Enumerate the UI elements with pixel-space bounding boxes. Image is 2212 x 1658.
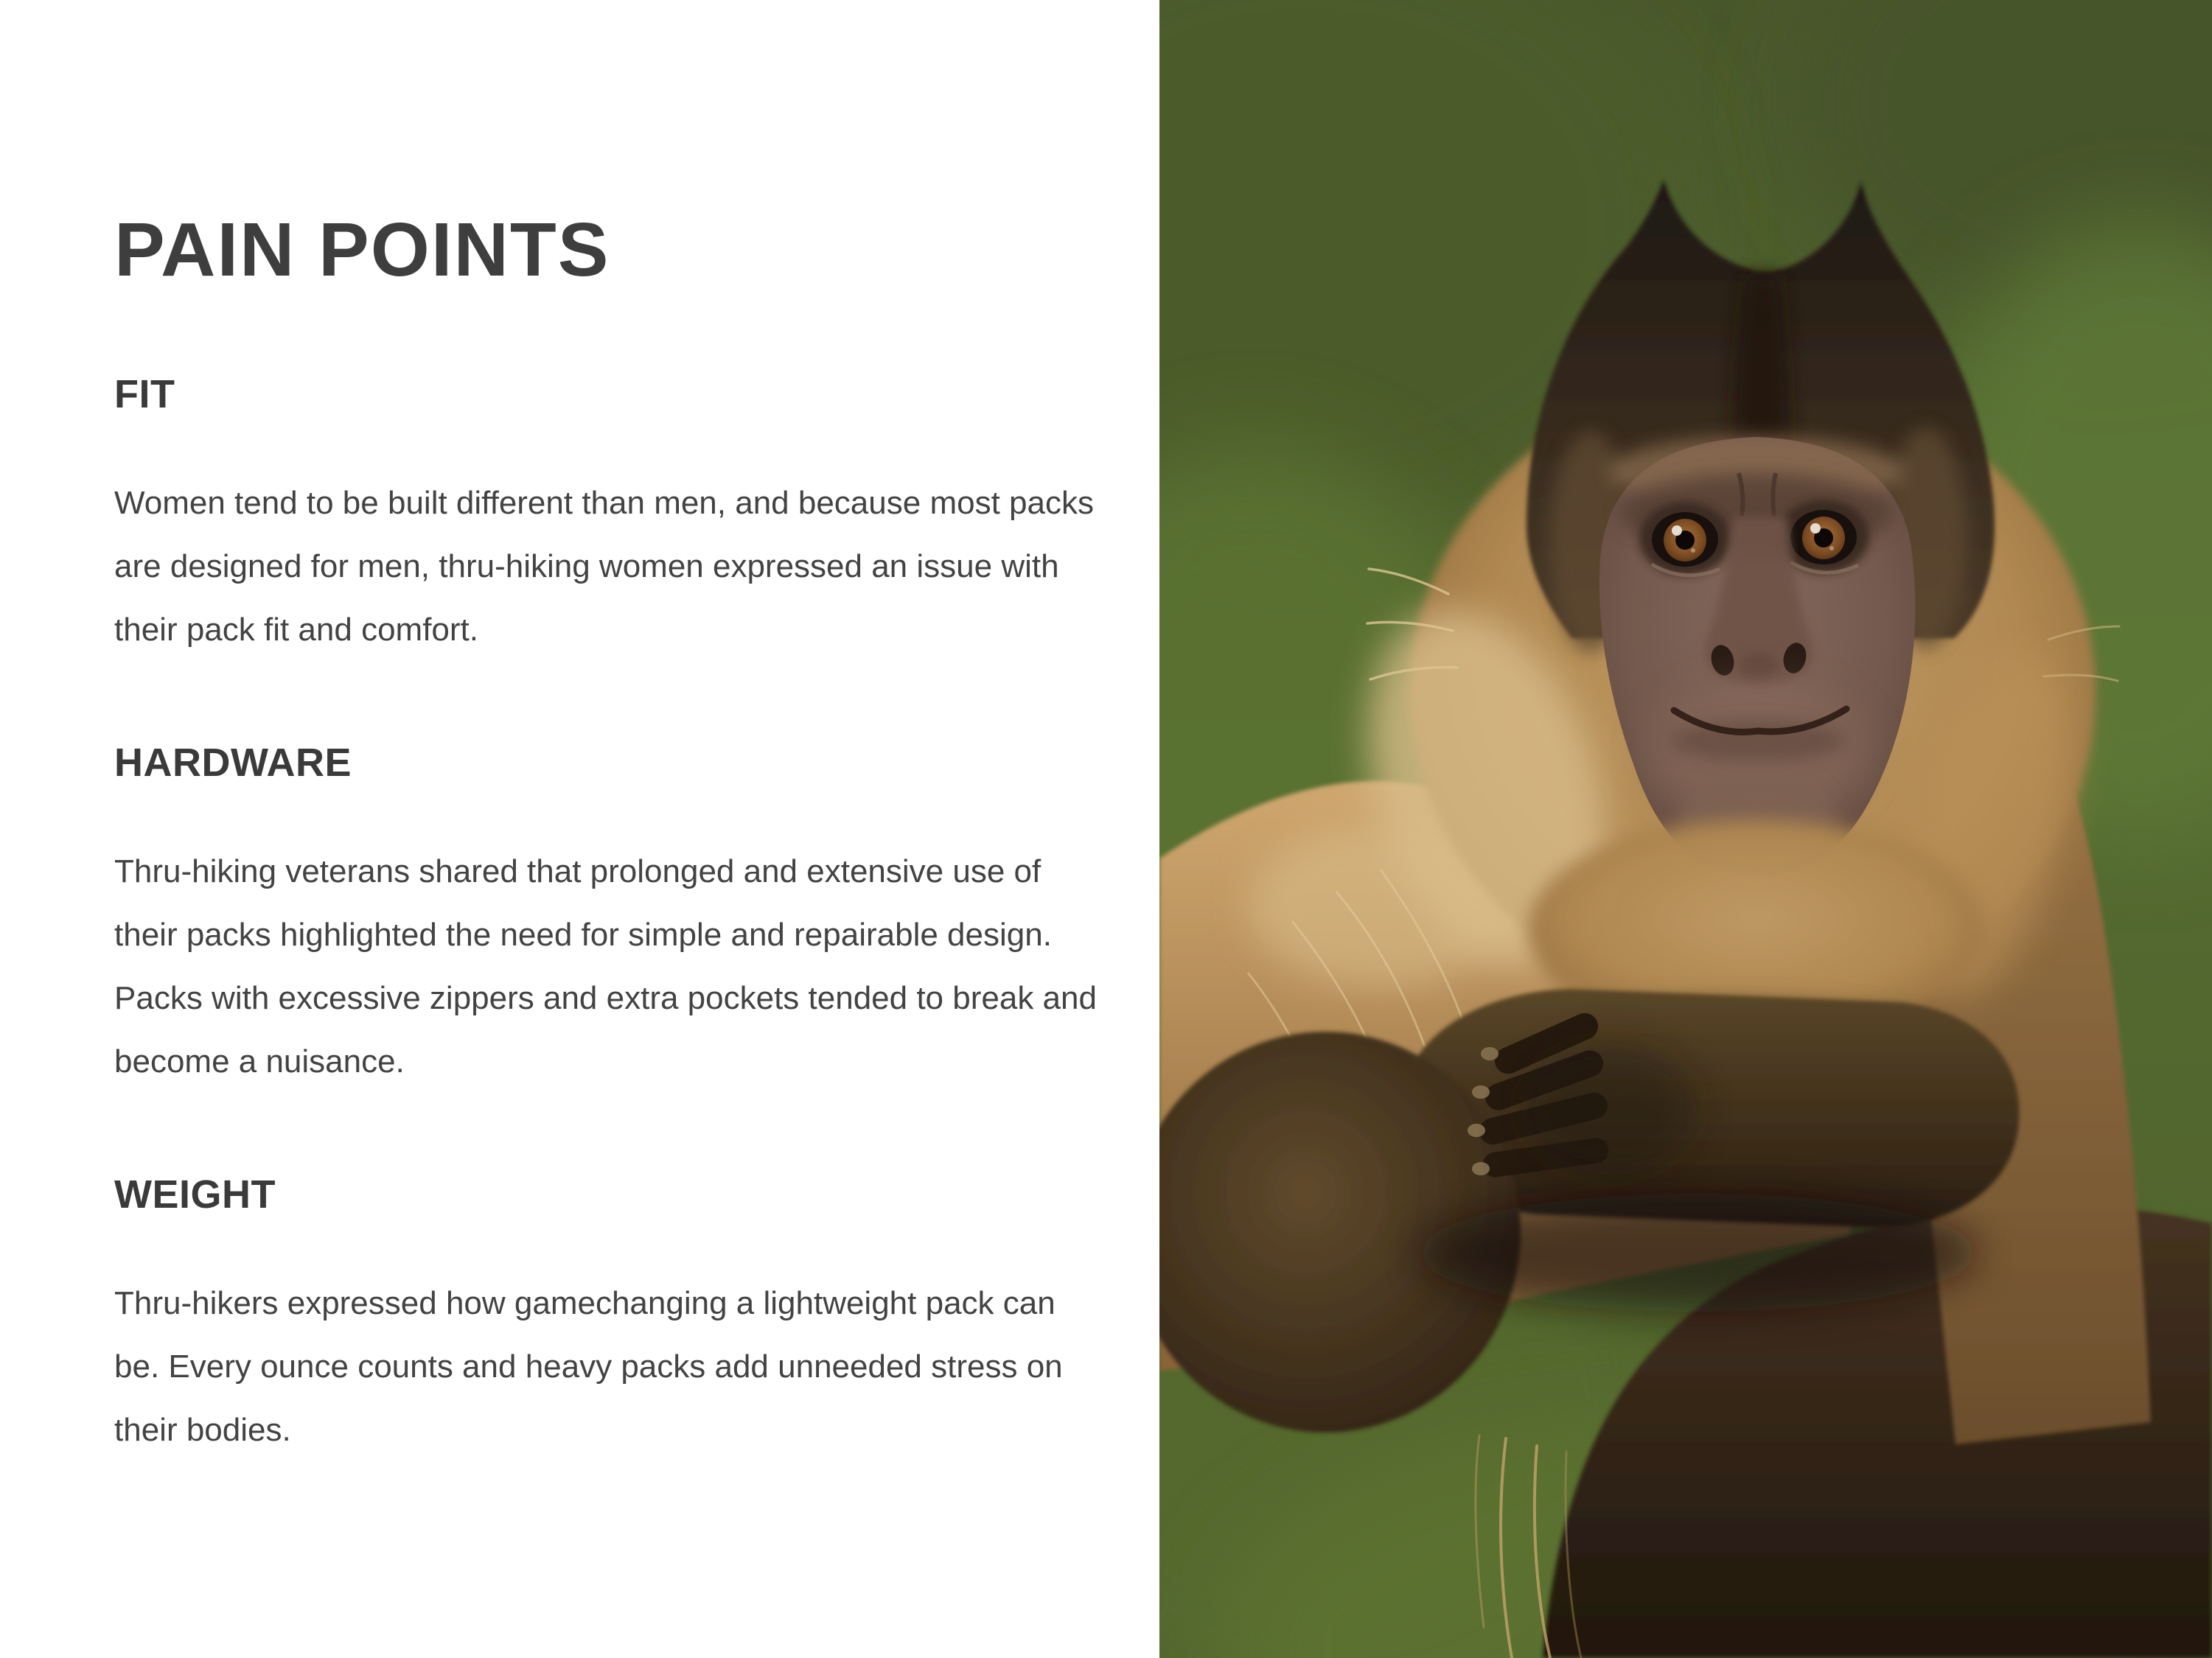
section-body-hardware: Thru-hiking veterans shared that prolonged and extensive use of their packs highlighted the need for simple and repairable design. Packs with excessive zippers and extra pockets tended to break and become a nuisance. <box>114 853 1097 1080</box>
section-heading-weight: WEIGHT <box>114 1172 276 1217</box>
page-title: PAIN POINTS <box>114 207 610 292</box>
monkey-left-eye <box>1639 502 1731 576</box>
monkey-illustration <box>1159 0 2212 1658</box>
section-body-weight: Thru-hikers expressed how gamechanging a lightweight pack can be. Every ounce counts and heavy packs add unneeded stress on their bodies. <box>114 1284 1063 1448</box>
monkey-photo <box>1159 0 2212 1658</box>
section-heading-fit: FIT <box>114 372 175 417</box>
section-heading-hardware: HARDWARE <box>114 741 352 786</box>
section-body-fit: Women tend to be built different than men, and because most packs are designed for men, thru-hiking women expressed an issue with their pack fit and comfort. <box>114 485 1094 648</box>
